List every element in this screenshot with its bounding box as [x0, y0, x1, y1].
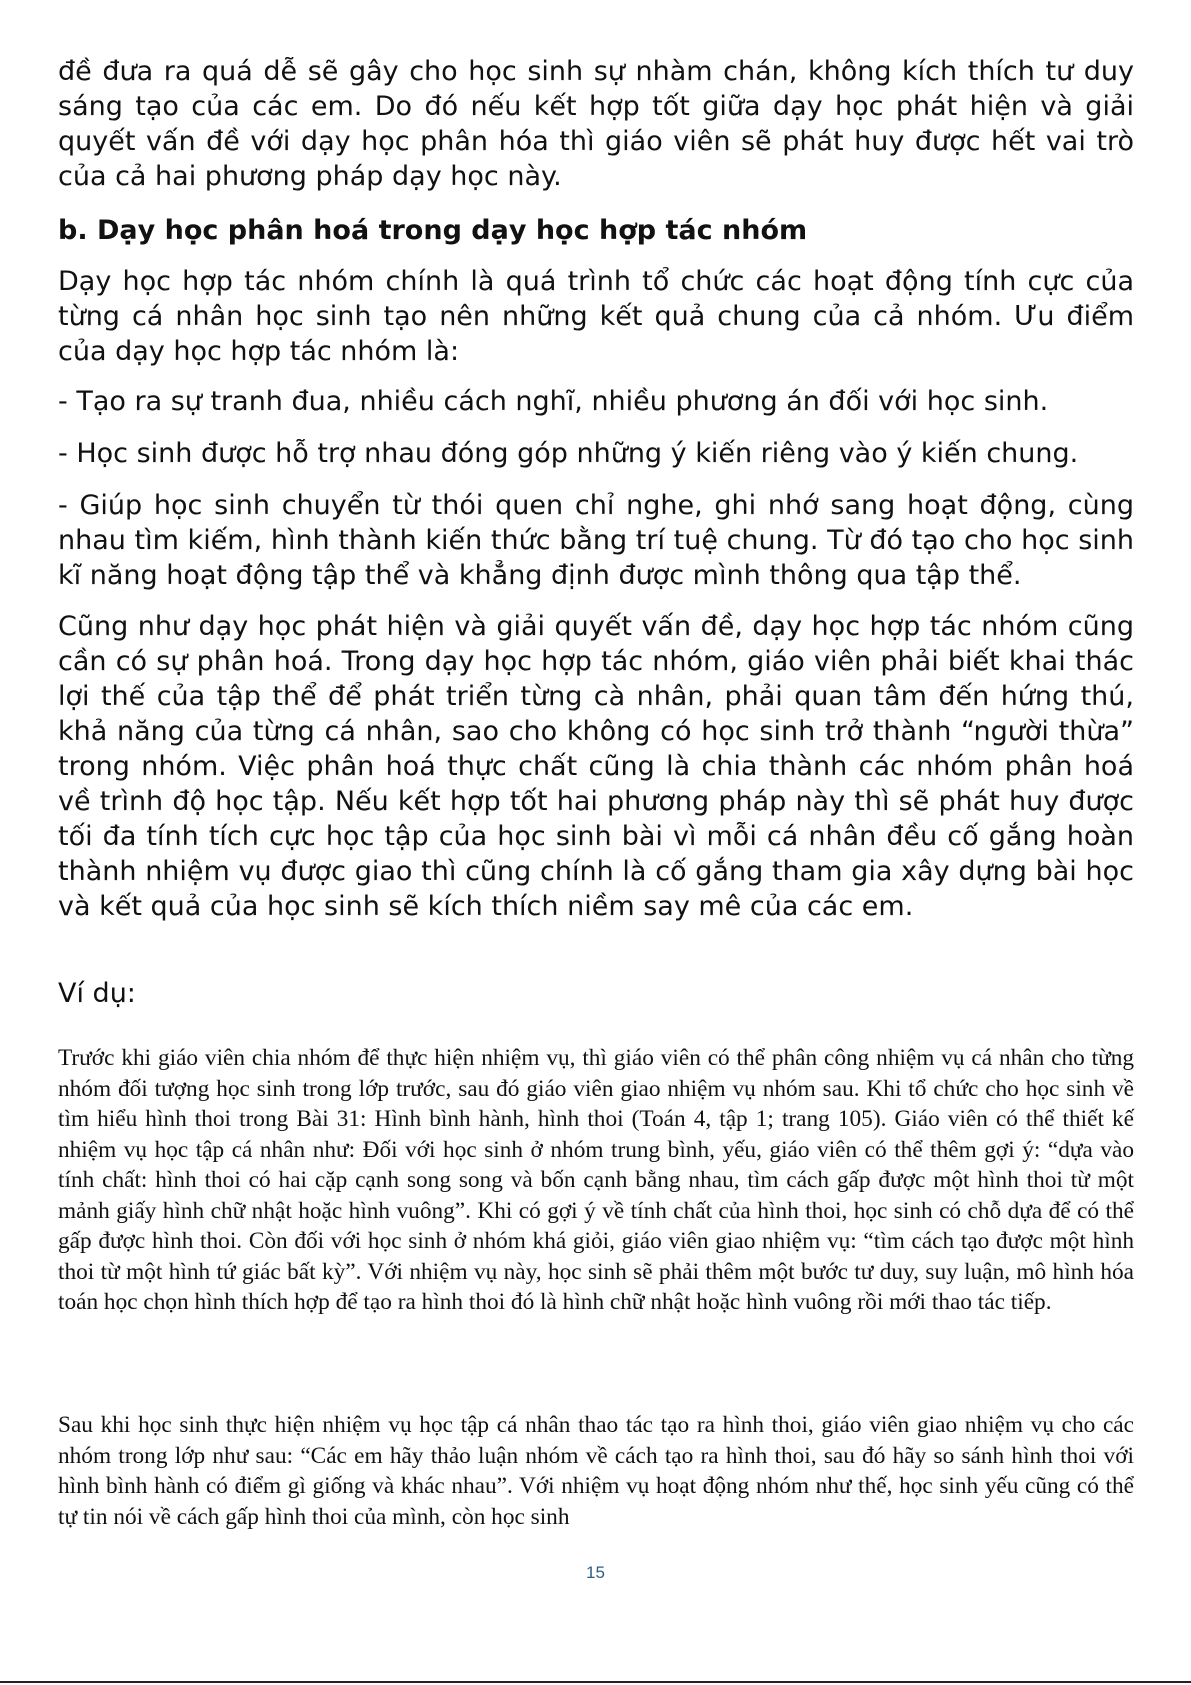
page-number: 15 — [586, 1563, 605, 1582]
example-paragraph: Trước khi giáo viên chia nhóm để thực hiện nhiệm vụ, thì giáo viên có thể phân công nhiệm vụ cá nhân cho từng nhóm đối tượng học sinh trong lớp trước, sau đó giáo viên giao nhiệm vụ nhóm sau. Khi tổ chức cho học sinh về tìm hiểu hình thoi trong Bài 31: Hình bình hành, hình thoi (Toán 4, tập 1; trang 105). Giáo viên có thể thiết kế nhiệm vụ học tập cá nhân như: Đối với học sinh ở nhóm trung bình, yếu, giáo viên có thể thêm gợi ý: “dựa vào tính chất: hình thoi có hai cặp cạnh song song và bốn cạnh bằng nhau, tìm cách gấp được một hình thoi từ một mảnh giấy hình chữ nhật hoặc hình vuông”. Khi có gợi ý về tính chất của hình thoi, học sinh có chỗ dựa để có thể gấp được hình thoi. Còn đối với học sinh ở nhóm khá giỏi, giáo viên giao nhiệm vụ: “tìm cách tạo được một hình thoi từ một hình tứ giác bất kỳ”. Với nhiệm vụ này, học sinh sẽ phải thêm một bước tư duy, suy luận, mô hình hóa toán học chọn hình thích hợp để tạo ra hình thoi đó là hình chữ nhật hoặc hình vuông rồi mới thao tác tiếp. — [58, 1045, 1134, 1315]
section-intro-paragraph: Dạy học hợp tác nhóm chính là quá trình tổ chức các hoạt động tính cực của từng cá nhân học sinh tạo nên những kết quả chung của cả nhóm. Ưu điểm của dạy học hợp tác nhóm là: — [58, 266, 1134, 367]
discussion-paragraph: Cũng như dạy học phát hiện và giải quyết vấn đề, dạy học hợp tác nhóm cũng cần có sự phân hoá. Trong dạy học hợp tác nhóm, giáo viên phải biết khai thác lợi thế của tập thể để phát triển từng cà nhân, phải quan tâm đến hứng thú, khả năng của từng cá nhân, sao cho không có học sinh trở thành “người thừa” trong nhóm. Việc phân hoá thực chất cũng là chia thành các nhóm phân hoá về trình độ học tập. Nếu kết hợp tốt hai phương pháp này thì sẽ phát huy được tối đa tính tích cực học tập của học sinh bài vì mỗi cá nhân đều cố gắng hoàn thành nhiệm vụ được giao thì cũng chính là cố gắng tham gia xây dựng bài học và kết quả của học sinh sẽ kích thích niềm say mê của các em. — [58, 611, 1134, 922]
intro-paragraph: đề đưa ra quá dễ sẽ gây cho học sinh sự nhàm chán, không kích thích tư duy sáng tạo của các em. Do đó nếu kết hợp tốt giữa dạy học phát hiện và giải quyết vấn đề với dạy học phân hóa thì giáo viên sẽ phát huy được hết vai trò của cả hai phương pháp dạy học này. — [58, 56, 1134, 192]
bottom-divider — [0, 1681, 1191, 1683]
section-heading: b. Dạy học phân hoá trong dạy học hợp tác nhóm — [58, 215, 808, 246]
bullet-item: - Giúp học sinh chuyển từ thói quen chỉ nghe, ghi nhớ sang hoạt động, cùng nhau tìm kiếm, hình thành kiến thức bằng trí tuệ chung. Từ đó tạo cho học sinh kĩ năng hoạt động tập thể và khẳng định được mình thông qua tập thể. — [58, 490, 1134, 591]
example-paragraph: Sau khi học sinh thực hiện nhiệm vụ học tập cá nhân thao tác tạo ra hình thoi, giáo viên giao nhiệm vụ cho các nhóm trong lớp như sau: “Các em hãy thảo luận nhóm về cách tạo ra hình thoi, sau đó hãy so sánh hình thoi với hình bình hành có điểm gì giống và khác nhau”. Với nhiệm vụ hoạt động nhóm như thế, học sinh yếu cũng có thể tự tin nói về cách gấp hình thoi của mình, còn học sinh — [58, 1412, 1134, 1530]
bullet-item: - Tạo ra sự tranh đua, nhiều cách nghĩ, nhiều phương án đối với học sinh. — [58, 386, 1049, 417]
example-label: Ví dụ: — [58, 978, 136, 1009]
bullet-item: - Học sinh được hỗ trợ nhau đóng góp những ý kiến riêng vào ý kiến chung. — [58, 438, 1079, 469]
